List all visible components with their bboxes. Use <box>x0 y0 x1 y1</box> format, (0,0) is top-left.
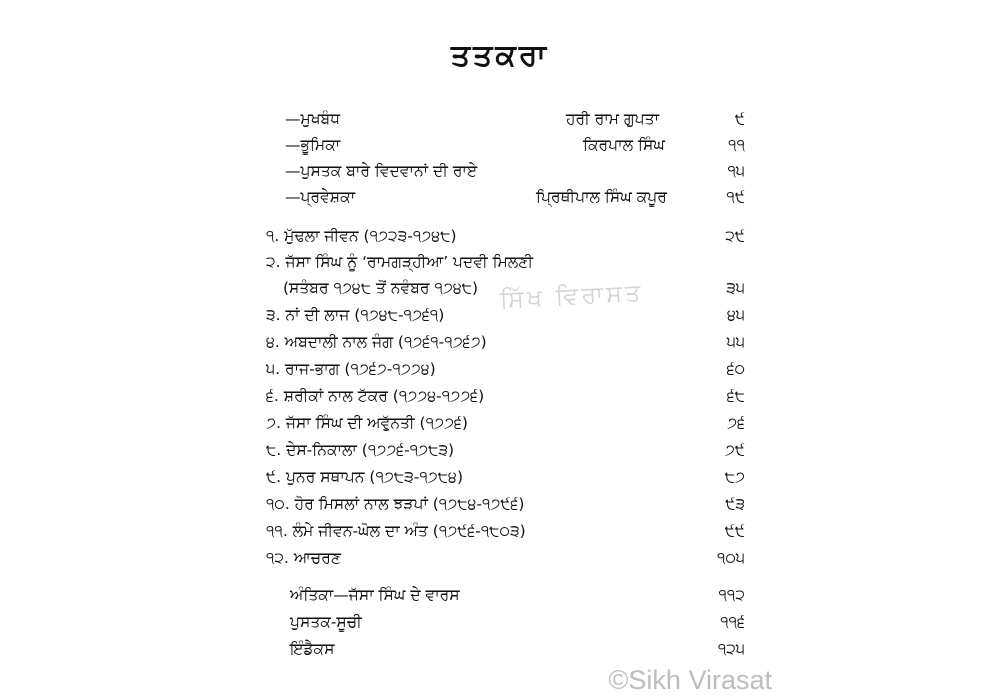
page-title: ਤਤਕਰਾ <box>450 38 550 73</box>
back-matter-label: ਪੁਸਤਕ-ਸੂਚੀ <box>290 613 362 631</box>
front-matter-author: ਪ੍ਰਿਥੀਪਾਲ ਸਿੰਘ ਕਪੂਰ <box>536 188 667 206</box>
chapter-label: ੧. ਮੁੱਢਲਾ ਜੀਵਨ (੧੭੨੩-੧੭੪੮) <box>266 227 457 245</box>
chapter-page: ੬੦ <box>726 360 745 378</box>
front-matter-label: —ਪੁਸਤਕ ਬਾਰੇ ਵਿਦਵਾਨਾਂ ਦੀ ਰਾਏ <box>285 162 478 180</box>
back-matter-label: ਇੰਡੈਕਸ <box>290 640 335 658</box>
front-matter-page: ੧੧ <box>728 136 745 154</box>
back-matter-page: ੧੧੨ <box>718 586 745 604</box>
chapter-page: ੯੯ <box>724 522 745 540</box>
front-matter-author: ਕਿਰਪਾਲ ਸਿੰਘ <box>583 136 665 154</box>
back-matter-label: ਅੰਤਿਕਾ—ਜੱਸਾ ਸਿੰਘ ਦੇ ਵਾਰਸ <box>290 586 460 604</box>
chapter-page: ੬੮ <box>726 387 745 405</box>
chapter-label: ੮. ਦੇਸ-ਨਿਕਾਲਾ (੧੭੭੬-੧੭੮੩) <box>266 441 455 459</box>
chapter-label: ੯. ਪੁਨਰ ਸਥਾਪਨ (੧੭੮੩-੧੭੮੪) <box>266 468 463 486</box>
chapter-page: ੫੫ <box>726 333 745 351</box>
front-matter-page: ੧੫ <box>727 162 745 180</box>
copyright-watermark: ©Sikh Virasat <box>608 665 772 695</box>
back-matter-page: ੧੨੫ <box>717 640 745 658</box>
front-matter-label: —ਭੂਮਿਕਾ <box>285 136 341 154</box>
front-matter-label: —ਪ੍ਰਵੇਸ਼ਕਾ <box>285 188 356 206</box>
chapter-label: ੭. ਜੱਸਾ ਸਿੰਘ ਦੀ ਅਵੁੱਨਤੀ (੧੭੭੬) <box>266 414 468 432</box>
chapter-label: ੧੦. ਹੋਰ ਮਿਸਲਾਂ ਨਾਲ ਝੜਪਾਂ (੧੭੮੪-੧੭੯੬) <box>266 495 525 513</box>
chapter-label: ੬. ਸ਼ਰੀਕਾਂ ਨਾਲ ਟੱਕਰ (੧੭੭੪-੧੭੭੬) <box>266 387 485 405</box>
chapter-label: ੩. ਨਾਂ ਦੀ ਲਾਜ (੧੭੪੮-੧੭੬੧) <box>266 306 445 324</box>
chapter-page: ੭੬ <box>727 414 745 432</box>
front-matter-author: ਹਰੀ ਰਾਮ ਗੁਪਤਾ <box>566 110 660 128</box>
watermark-text: ਸਿੱਖ ਵਿਰਾਸਤ <box>499 278 645 314</box>
chapter-label: ੨. ਜੱਸਾ ਸਿੰਘ ਨੂੰ ‘ਰਾਮਗੜ੍ਹੀਆ’ ਪਦਵੀ ਮਿਲਣੀ <box>266 253 534 271</box>
chapter-page: ੩੫ <box>726 279 745 297</box>
front-matter-page: ੧੯ <box>726 188 745 206</box>
chapter-page: ੨੯ <box>725 227 745 245</box>
chapter-page: ੭੯ <box>724 441 745 459</box>
chapter-subtitle: (ਸਤੰਬਰ ੧੭੪੮ ਤੋਂ ਨਵੰਬਰ ੧੭੪੮) <box>283 279 479 297</box>
chapter-page: ੮੭ <box>724 468 745 486</box>
front-matter-label: —ਮੁਖਬੰਧ <box>285 110 340 128</box>
chapter-label: ੧੨. ਆਚਰਣ <box>266 549 341 567</box>
chapter-label: ੫. ਰਾਜ-ਭਾਗ (੧੭੬੭-੧੭੭੪) <box>266 360 436 378</box>
chapter-page: ੪੫ <box>726 306 745 324</box>
chapter-page: ੧੦੫ <box>717 549 745 567</box>
back-matter-page: ੧੧੬ <box>720 613 745 631</box>
chapter-label: ੪. ਅਬਦਾਲੀ ਨਾਲ ਜੰਗ (੧੭੬੧-੧੭੬੭) <box>266 333 487 351</box>
chapter-label: ੧੧. ਲੰਮੇ ਜੀਵਨ-ਘੋਲ ਦਾ ਅੰਤ (੧੭੯੬-੧੮੦੩) <box>266 522 526 540</box>
chapter-page: ੯੩ <box>725 495 745 513</box>
front-matter-page: ੯ <box>734 110 745 128</box>
